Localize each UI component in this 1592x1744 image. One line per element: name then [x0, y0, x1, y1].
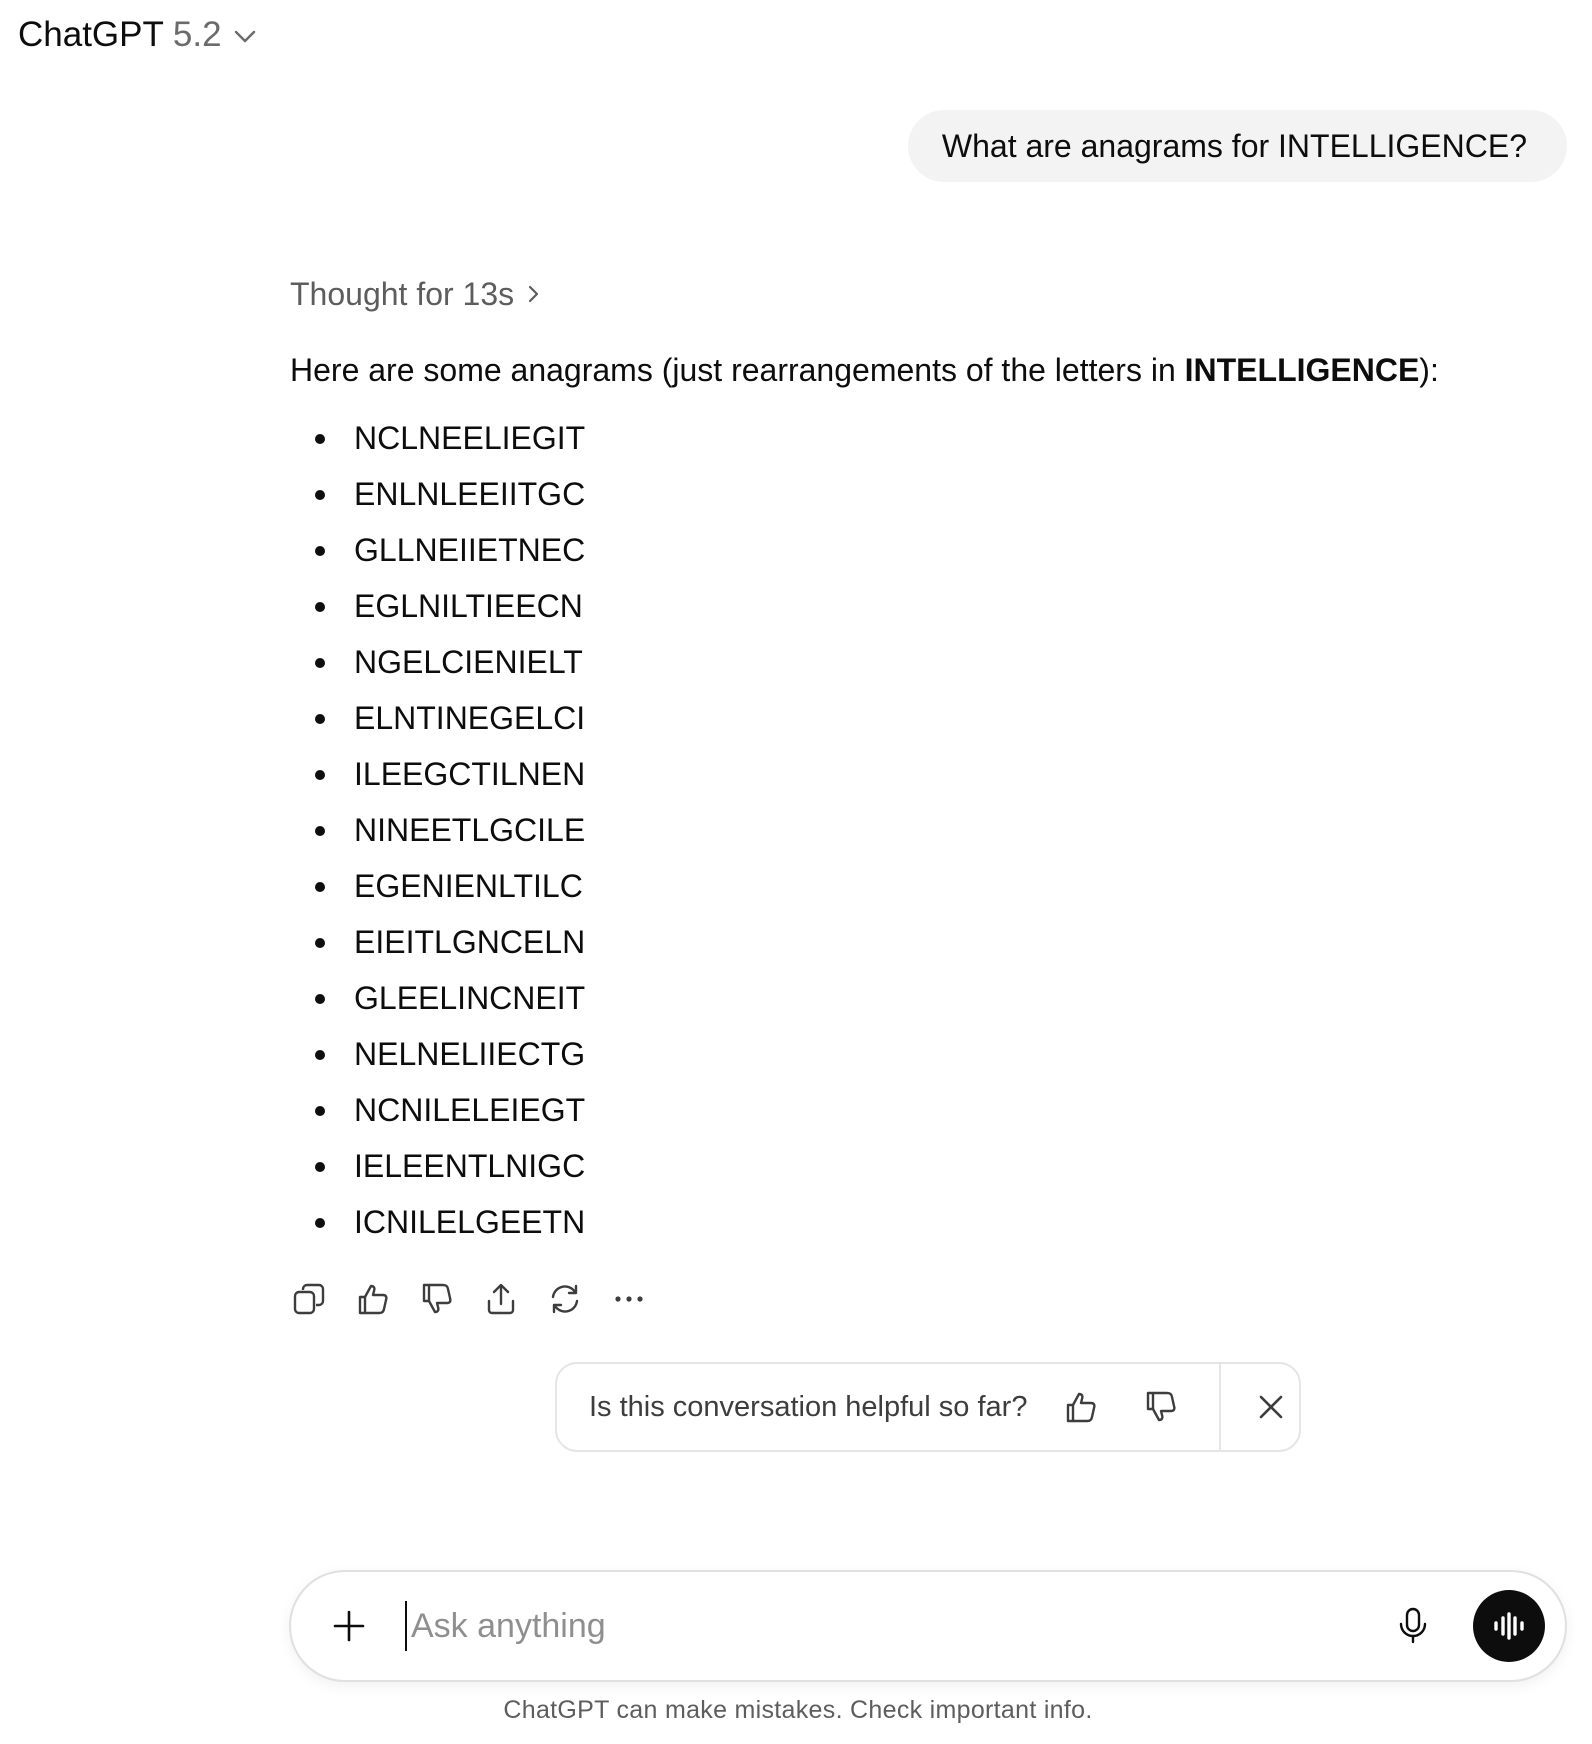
plus-icon [332, 1609, 366, 1643]
attach-button[interactable] [327, 1604, 371, 1648]
share-icon [484, 1282, 518, 1316]
intro-bold-word: INTELLIGENCE [1184, 352, 1420, 388]
user-message-bubble [908, 110, 1567, 182]
chevron-right-icon [528, 284, 540, 304]
user-message-text: What are anagrams for INTELLIGENCE? [941, 127, 1527, 164]
list-item: NCNILELEIEGT [290, 1082, 1570, 1138]
list-item: NINEETLGCILE [290, 802, 1570, 858]
model-switcher[interactable] [18, 14, 256, 56]
thumbs-down-button[interactable] [418, 1280, 456, 1318]
composer [289, 1570, 1567, 1682]
list-item: EIEITLGNCELN [290, 914, 1570, 970]
list-item: NCLNEELIEGIT [290, 410, 1570, 466]
thumbs-up-icon [1064, 1390, 1098, 1424]
feedback-card [555, 1362, 1301, 1452]
list-item: ENLNLEEIITGC [290, 466, 1570, 522]
list-item: GLEELINCNEIT [290, 970, 1570, 1026]
feedback-thumbs-down-button[interactable] [1141, 1387, 1181, 1427]
thumbs-down-icon [1144, 1390, 1178, 1424]
copy-icon [292, 1282, 326, 1316]
thumbs-up-button[interactable] [354, 1280, 392, 1318]
dictate-button[interactable] [1391, 1604, 1435, 1648]
feedback-close-button[interactable] [1251, 1387, 1291, 1427]
feedback-thumbs-up-button[interactable] [1061, 1387, 1101, 1427]
intro-text: Here are some anagrams (just rearrangements of the letters in [290, 352, 1185, 388]
assistant-intro [290, 346, 1570, 394]
anagram-list [290, 410, 1570, 1250]
chevron-down-icon [234, 30, 256, 44]
copy-button[interactable] [290, 1280, 328, 1318]
voice-waveform-icon [1492, 1612, 1526, 1640]
prompt-input[interactable] [405, 1601, 1391, 1651]
thought-toggle[interactable] [290, 270, 1570, 318]
more-button[interactable] [610, 1280, 648, 1318]
list-item: ELNTINEGELCI [290, 690, 1570, 746]
regenerate-icon [548, 1282, 582, 1316]
feedback-divider [1219, 1363, 1221, 1451]
list-item: EGENIENLTILC [290, 858, 1570, 914]
list-item: NELNELIIECTG [290, 1026, 1570, 1082]
list-item: EGLNILTIEECN [290, 578, 1570, 634]
feedback-question: Is this conversation helpful so far? [589, 1390, 1028, 1423]
thumbs-down-icon [420, 1282, 454, 1316]
share-button[interactable] [482, 1280, 520, 1318]
list-item: ICNILELGEETN [290, 1194, 1570, 1250]
list-item: ILEEGCTILNEN [290, 746, 1570, 802]
close-icon [1257, 1393, 1285, 1421]
intro-text-end: ): [1419, 352, 1439, 388]
more-icon [612, 1282, 646, 1316]
disclaimer: ChatGPT can make mistakes. Check important info. [503, 1696, 1093, 1724]
regenerate-button[interactable] [546, 1280, 584, 1318]
microphone-icon [1398, 1607, 1428, 1645]
assistant-message [290, 270, 1570, 1318]
message-actions [290, 1280, 1570, 1318]
thumbs-up-icon [356, 1282, 390, 1316]
voice-mode-button[interactable] [1473, 1590, 1545, 1662]
model-version: 5.2 [172, 15, 222, 54]
list-item: NGELCIENIELT [290, 634, 1570, 690]
thought-label: Thought for 13s [290, 275, 515, 312]
list-item: GLLNEIIETNEC [290, 522, 1570, 578]
list-item: IELEENTLNIGC [290, 1138, 1570, 1194]
model-name: ChatGPT [18, 15, 164, 54]
